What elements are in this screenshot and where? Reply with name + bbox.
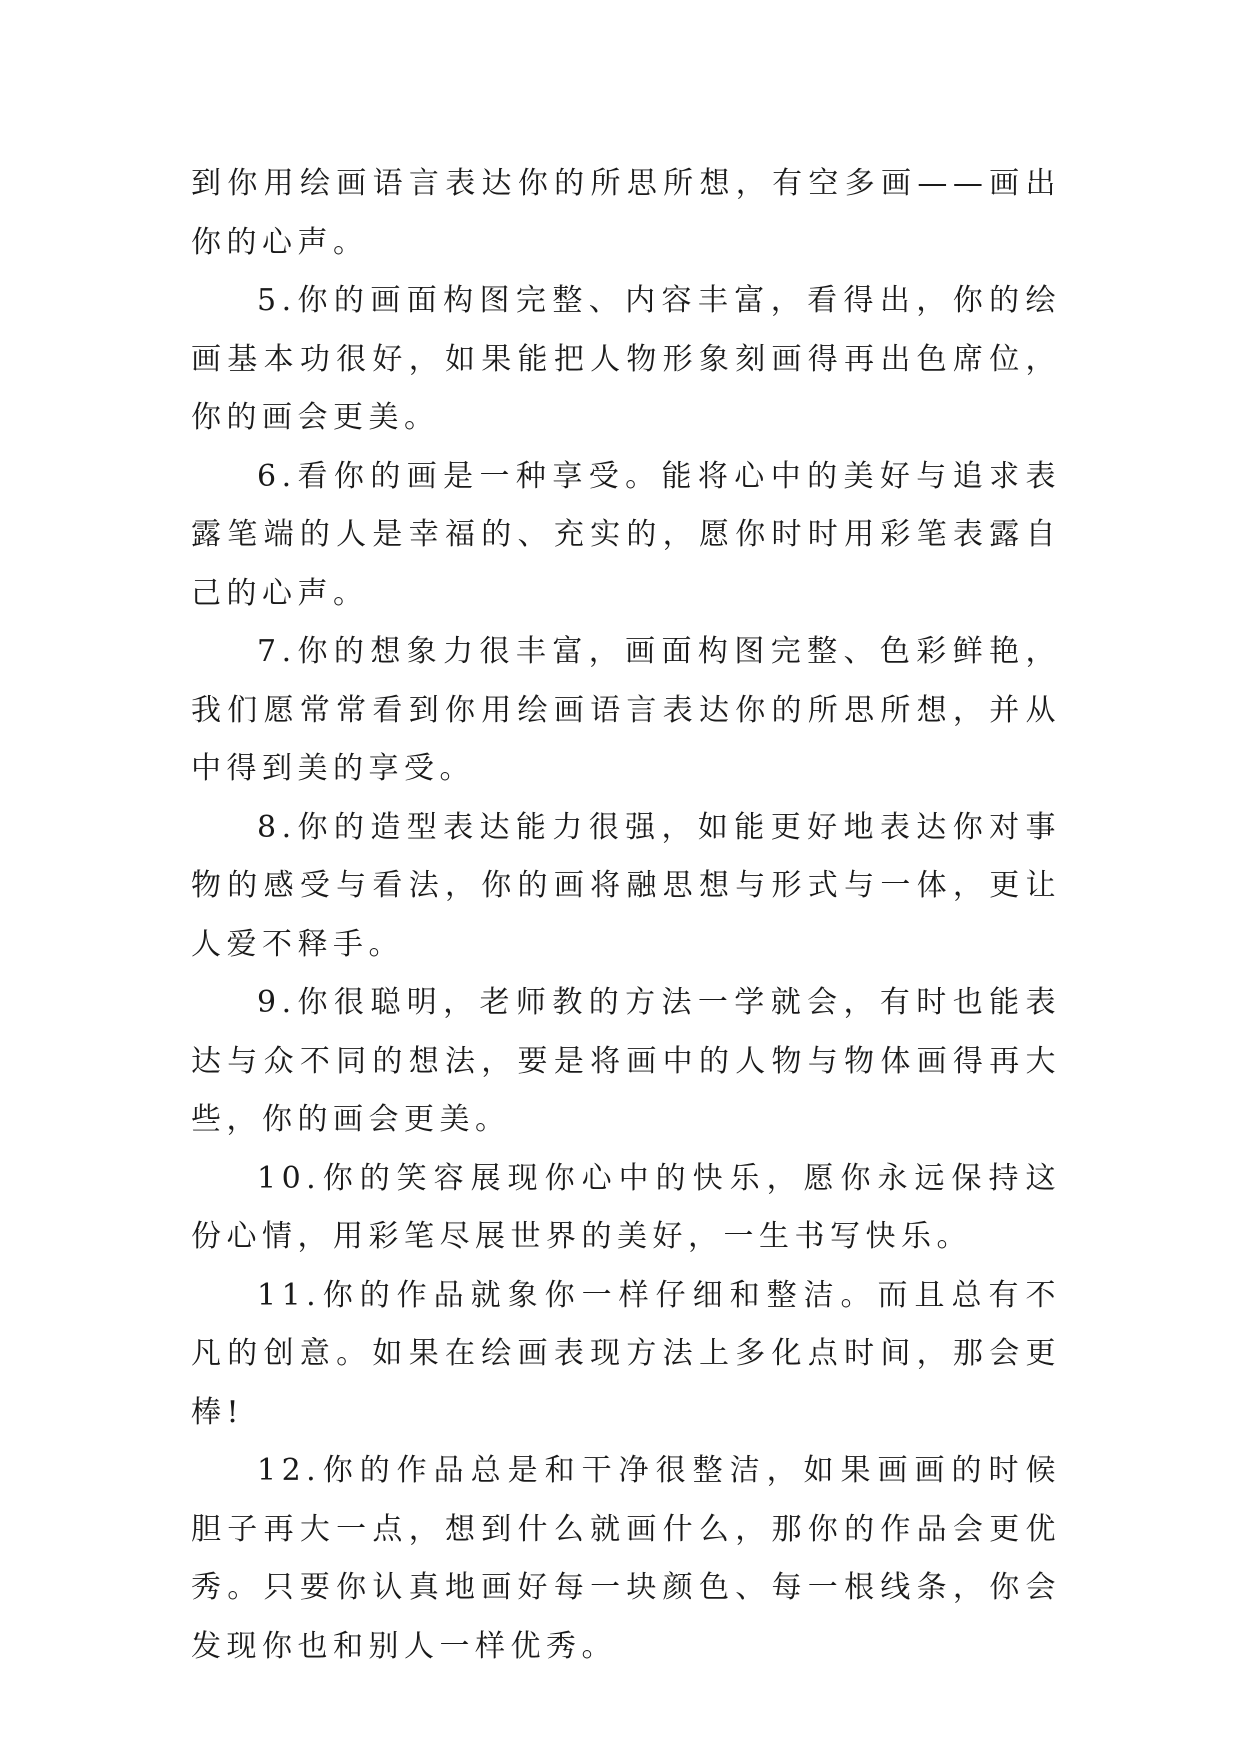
paragraph-6: 6.看你的画是一种享受。能将心中的美好与追求表露笔端的人是幸福的、充实的，愿你时时用彩笔表露自己的心声。 [191, 458, 1061, 611]
paragraph-9: 9.你很聪明，老师教的方法一学就会，有时也能表达与众不同的想法，要是将画中的人物与物体画得再大些，你的画会更美。 [191, 985, 1061, 1137]
paragraph-8: 8.你的造型表达能力很强，如能更好地表达你对事物的感受与看法，你的画将融思想与形式与一体，更让人爱不释手。 [191, 809, 1061, 962]
paragraph-12: 12.你的作品总是和干净很整洁，如果画画的时候胆子再大一点，想到什么就画什么，那你的作品会更优秀。只要你认真地画好每一块颜色、每一根线条，你会发现你也和别人一样优秀。 [191, 1453, 1061, 1664]
paragraph-7: 7.你的想象力很丰富，画面构图完整、色彩鲜艳，我们愿常常看到你用绘画语言表达你的所思所想，并从中得到美的享受。 [191, 634, 1061, 786]
paragraph-10: 10.你的笑容展现你心中的快乐，愿你永远保持这份心情，用彩笔尽展世界的美好，一生书写快乐。 [191, 1160, 1061, 1254]
paragraph-continuation: 到你用绘画语言表达你的所思所想，有空多画——画出你的心声。 [191, 166, 1061, 260]
paragraph-11: 11.你的作品就象你一样仔细和整洁。而且总有不凡的创意。如果在绘画表现方法上多化点时间，那会更棒! [191, 1277, 1061, 1430]
paragraph-5: 5.你的画面构图完整、内容丰富，看得出，你的绘画基本功很好，如果能把人物形象刻画得再出色席位，你的画会更美。 [191, 283, 1061, 435]
document-body [191, 155, 1061, 1676]
